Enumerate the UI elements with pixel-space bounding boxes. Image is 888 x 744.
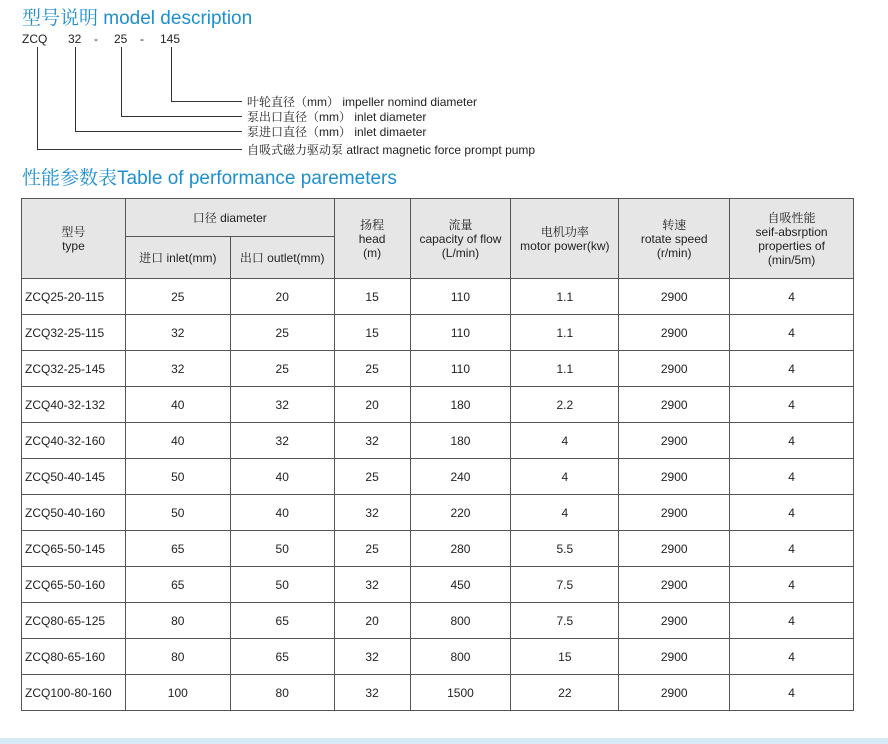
cell-speed: 2900 — [619, 495, 730, 531]
table-row — [22, 279, 854, 315]
cell-speed: 2900 — [619, 351, 730, 387]
cell-outlet: 80 — [230, 675, 334, 711]
cell-head: 32 — [334, 675, 410, 711]
cell-head: 32 — [334, 423, 410, 459]
cell-speed: 2900 — [619, 567, 730, 603]
cell-outlet: 40 — [230, 459, 334, 495]
cell-flow: 110 — [410, 351, 511, 387]
cell-outlet: 50 — [230, 567, 334, 603]
header-outlet: 出口 outlet(mm) — [230, 237, 334, 279]
cell-inlet: 32 — [125, 315, 230, 351]
table-row — [22, 423, 854, 459]
cell-head: 25 — [334, 531, 410, 567]
cell-speed: 2900 — [619, 423, 730, 459]
cell-model: ZCQ40-32-132 — [22, 387, 126, 423]
cell-self-priming: 4 — [730, 387, 854, 423]
cell-power: 2.2 — [511, 387, 619, 423]
cell-power: 7.5 — [511, 603, 619, 639]
cell-inlet: 65 — [125, 531, 230, 567]
table-row — [22, 603, 854, 639]
cell-model: ZCQ80-65-160 — [22, 639, 126, 675]
header-head: 扬程 head (m) — [334, 199, 410, 279]
bottom-bar — [0, 738, 888, 744]
cell-model: ZCQ80-65-125 — [22, 603, 126, 639]
cell-speed: 2900 — [619, 279, 730, 315]
cell-flow: 220 — [410, 495, 511, 531]
cell-flow: 280 — [410, 531, 511, 567]
cell-outlet: 25 — [230, 315, 334, 351]
header-rotate-speed: 转速 rotate speed (r/min) — [619, 199, 730, 279]
header-inlet: 进口 inlet(mm) — [125, 237, 230, 279]
cell-speed: 2900 — [619, 459, 730, 495]
cell-speed: 2900 — [619, 675, 730, 711]
cell-model: ZCQ25-20-115 — [22, 279, 126, 315]
cell-flow: 180 — [410, 423, 511, 459]
cell-inlet: 40 — [125, 423, 230, 459]
cell-speed: 2900 — [619, 639, 730, 675]
cell-head: 25 — [334, 351, 410, 387]
cell-inlet: 100 — [125, 675, 230, 711]
header-diameter: 口径 diameter — [125, 199, 334, 237]
cell-self-priming: 4 — [730, 603, 854, 639]
model-code-inlet: 32 — [68, 32, 82, 46]
header-self-priming: 自吸性能 seif-absrption properties of (min/5m) — [730, 199, 854, 279]
performance-table-title: 性能参数表Table of performance paremeters — [22, 168, 397, 189]
cell-speed: 2900 — [619, 603, 730, 639]
cell-flow: 110 — [410, 279, 511, 315]
table-row — [22, 351, 854, 387]
cell-model: ZCQ50-40-160 — [22, 495, 126, 531]
cell-self-priming: 4 — [730, 315, 854, 351]
cell-self-priming: 4 — [730, 567, 854, 603]
cell-head: 25 — [334, 459, 410, 495]
table-row — [22, 315, 854, 351]
cell-outlet: 32 — [230, 387, 334, 423]
cell-outlet: 65 — [230, 603, 334, 639]
cell-head: 32 — [334, 567, 410, 603]
impeller-diameter-desc: 叶轮直径（mm） impeller nomind diameter — [247, 95, 478, 109]
cell-self-priming: 4 — [730, 531, 854, 567]
cell-outlet: 32 — [230, 423, 334, 459]
header-motor-power: 电机功率 motor power(kw) — [511, 199, 619, 279]
header-flow: 流量 capacity of flow (L/min) — [410, 199, 511, 279]
performance-table — [21, 198, 854, 711]
cell-inlet: 80 — [125, 639, 230, 675]
cell-head: 32 — [334, 495, 410, 531]
cell-self-priming: 4 — [730, 495, 854, 531]
cell-self-priming: 4 — [730, 459, 854, 495]
cell-inlet: 50 — [125, 459, 230, 495]
cell-power: 5.5 — [511, 531, 619, 567]
cell-model: ZCQ32-25-115 — [22, 315, 126, 351]
model-code-leader-lines — [0, 0, 888, 160]
cell-model: ZCQ40-32-160 — [22, 423, 126, 459]
cell-head: 15 — [334, 315, 410, 351]
cell-flow: 110 — [410, 315, 511, 351]
cell-head: 32 — [334, 639, 410, 675]
cell-inlet: 50 — [125, 495, 230, 531]
performance-table-body — [22, 279, 854, 711]
table-row — [22, 675, 854, 711]
table-row — [22, 531, 854, 567]
cell-self-priming: 4 — [730, 675, 854, 711]
cell-power: 22 — [511, 675, 619, 711]
cell-power: 1.1 — [511, 279, 619, 315]
cell-power: 4 — [511, 423, 619, 459]
cell-head: 20 — [334, 603, 410, 639]
cell-flow: 180 — [410, 387, 511, 423]
pump-type-desc: 自吸式磁力驱动泵 atlract magnetic force prompt pump — [247, 143, 536, 157]
cell-power: 1.1 — [511, 315, 619, 351]
cell-power: 1.1 — [511, 351, 619, 387]
cell-inlet: 25 — [125, 279, 230, 315]
cell-outlet: 40 — [230, 495, 334, 531]
cell-outlet: 50 — [230, 531, 334, 567]
table-row — [22, 387, 854, 423]
cell-flow: 1500 — [410, 675, 511, 711]
cell-speed: 2900 — [619, 387, 730, 423]
cell-self-priming: 4 — [730, 639, 854, 675]
cell-model: ZCQ32-25-145 — [22, 351, 126, 387]
model-code-separator: - — [94, 32, 98, 46]
cell-inlet: 80 — [125, 603, 230, 639]
model-code-outlet: 25 — [114, 32, 128, 46]
model-code-separator: - — [140, 32, 144, 46]
cell-head: 20 — [334, 387, 410, 423]
cell-self-priming: 4 — [730, 423, 854, 459]
cell-flow: 240 — [410, 459, 511, 495]
cell-power: 4 — [511, 495, 619, 531]
header-type: 型号 type — [22, 199, 126, 279]
cell-inlet: 32 — [125, 351, 230, 387]
cell-speed: 2900 — [619, 315, 730, 351]
cell-inlet: 40 — [125, 387, 230, 423]
cell-speed: 2900 — [619, 531, 730, 567]
cell-self-priming: 4 — [730, 279, 854, 315]
cell-outlet: 25 — [230, 351, 334, 387]
model-description-title: 型号说明 model description — [22, 8, 253, 29]
cell-power: 15 — [511, 639, 619, 675]
table-row — [22, 459, 854, 495]
cell-self-priming: 4 — [730, 351, 854, 387]
table-row — [22, 639, 854, 675]
cell-outlet: 20 — [230, 279, 334, 315]
cell-power: 4 — [511, 459, 619, 495]
model-code-impeller: 145 — [160, 32, 181, 46]
outlet-diameter-desc: 泵出口直径（mm） inlet diameter — [247, 110, 427, 124]
table-row — [22, 567, 854, 603]
cell-outlet: 65 — [230, 639, 334, 675]
cell-model: ZCQ100-80-160 — [22, 675, 126, 711]
model-code-series: ZCQ — [22, 32, 48, 46]
cell-flow: 800 — [410, 639, 511, 675]
cell-flow: 800 — [410, 603, 511, 639]
cell-model: ZCQ65-50-145 — [22, 531, 126, 567]
inlet-diameter-desc: 泵进口直径（mm） inlet dimaeter — [247, 125, 427, 139]
cell-model: ZCQ65-50-160 — [22, 567, 126, 603]
cell-flow: 450 — [410, 567, 511, 603]
cell-model: ZCQ50-40-145 — [22, 459, 126, 495]
table-row — [22, 495, 854, 531]
cell-head: 15 — [334, 279, 410, 315]
cell-power: 7.5 — [511, 567, 619, 603]
cell-inlet: 65 — [125, 567, 230, 603]
